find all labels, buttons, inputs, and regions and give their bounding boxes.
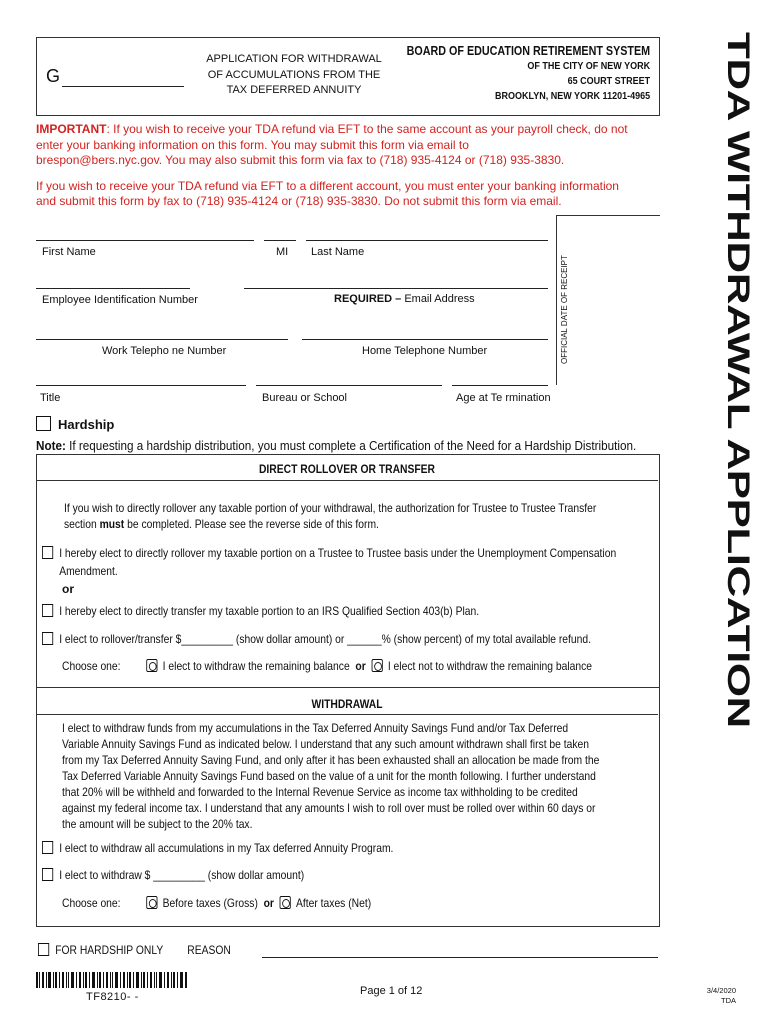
withdraw-all-checkbox[interactable] [42, 841, 53, 854]
hardship-note: Note: If requesting a hardship distribution, you must complete a Certification of the Need for a Hardship Distribution. [36, 438, 637, 453]
receipt-box-top [556, 215, 660, 216]
transfer-403b-checkbox[interactable] [42, 604, 53, 617]
footer-date: 3/4/2020 TDA [700, 986, 736, 1006]
application-title: APPLICATION FOR WITHDRAWAL OF ACCUMULATIONS FROM THE TAX DEFERRED ANNUITY [206, 53, 382, 96]
rollover-heading: DIRECT ROLLOVER OR TRANSFER [258, 462, 436, 476]
mi-line[interactable] [264, 240, 296, 241]
form-code: TF8210- - [86, 991, 139, 1003]
barcode [36, 972, 188, 988]
g-prefix: G [46, 66, 61, 86]
hardship-row [36, 416, 114, 432]
withdrawal-heading: WITHDRAWAL [311, 697, 383, 711]
rollover-option-3: I elect to rollover/transfer $_________ (show dollar amount) or ______% (show percent) of my total available refund. [42, 632, 680, 646]
hardship-only-row: FOR HARDSHIP ONLY REASON [38, 943, 262, 957]
choose-one-label: Choose one: [62, 659, 121, 673]
note-label: Note: [36, 438, 66, 453]
first-name-label: First Name [42, 246, 96, 258]
rollover-or: or [62, 582, 74, 596]
email-line[interactable] [244, 288, 548, 289]
not-withdraw-remaining-radio[interactable] [371, 659, 382, 672]
home-phone-line[interactable] [302, 339, 548, 340]
hardship-only-checkbox[interactable] [38, 943, 49, 956]
employee-id-line[interactable] [36, 288, 190, 289]
email-label: REQUIRED – Email Address [334, 293, 475, 305]
rollover-choose-row: Choose one: I elect to withdraw the remaining balance or I elect not to withdraw the remaining balance [62, 659, 593, 673]
receipt-box-border [556, 215, 557, 385]
org-address-line-2: 65 COURT STREET [567, 76, 650, 87]
rollover-intro: If you wish to directly rollover any taxable portion of your withdrawal, the authorization for Trustee to Trustee Transfer section must be completed. Please see the reverse side of this form. [64, 501, 597, 531]
bureau-label: Bureau or School [262, 392, 347, 404]
first-name-line[interactable] [36, 240, 254, 241]
side-title: TDA WITHDRAWAL APPLICATION [720, 32, 756, 728]
last-name-label: Last Name [311, 246, 365, 258]
age-line[interactable] [452, 385, 548, 386]
withdrawal-divider [36, 714, 658, 715]
important-label: IMPORTANT [36, 122, 107, 136]
title-line[interactable] [36, 385, 246, 386]
official-date-receipt: OFFICIAL DATE OF RECEIPT [560, 255, 569, 364]
work-phone-line[interactable] [36, 339, 288, 340]
org-address-line-1: OF THE CITY OF NEW YORK [527, 61, 650, 72]
title-label: Title [40, 392, 61, 404]
age-label: Age at Te rmination [456, 392, 551, 404]
withdraw-remaining-radio[interactable] [146, 659, 157, 672]
hardship-label: Hardship [58, 417, 115, 432]
reason-label: REASON [187, 943, 231, 957]
org-block [367, 44, 650, 104]
important-notice: IMPORTANT: If you wish to receive your TDA refund via EFT to the same account as your payroll check, do not enter your banking information on this form. You may submit this form via email to brespon@bers.nyc.gov. You may also submit this form via fax to (718) 935-4124 or (718) 935-3830. If you wish to receive your TDA refund via EFT to a different account, you must enter your banking information and submit this form by fax to (718) 935-4124 or (718) 935-3830. Do not submit this form via email. [36, 122, 628, 208]
work-phone-label: Work Telepho ne Number [102, 345, 227, 357]
withdrawal-choose-row: Choose one: Before taxes (Gross) or After taxes (Net) [62, 896, 372, 910]
bureau-line[interactable] [256, 385, 442, 386]
withdraw-all-row: I elect to withdraw all accumulations in my Tax deferred Annuity Program. [42, 841, 451, 855]
withdraw-amount-row: I elect to withdraw $ _________ (show dollar amount) [42, 868, 347, 882]
withdrawal-paragraph: I elect to withdraw funds from my accumulations in the Tax Deferred Annuity Savings Fund and/or Tax Deferred Variable Annuity Savings Fund as indicated below. I understand that any such amount withdrawn shall first be taken from my Tax Deferred Annuity Saving Fund, and only after it has been exhausted shall an allocation be made from the Tax Deferred Variable Annuity Savings Fund based on the value of a unit for the month following. I further understand that 20% will be withheld and forwarded to the Internal Revenue Service as income tax withholding to be credited against my federal income tax. I understand that any amounts I wish to roll over must be rolled over within 60 days or the amount will be subject to the 20% tax. [62, 721, 600, 831]
org-name: BOARD OF EDUCATION RETIREMENT SYSTEM [406, 44, 650, 58]
rollover-trustee-checkbox[interactable] [42, 546, 53, 559]
rollover-divider [36, 480, 658, 481]
mi-label: MI [276, 246, 289, 258]
rollover-amount-checkbox[interactable] [42, 632, 53, 645]
withdraw-amount-checkbox[interactable] [42, 868, 53, 881]
last-name-line[interactable] [306, 240, 548, 241]
employee-id-label: Employee Identification Number [42, 294, 198, 306]
gross-radio[interactable] [146, 896, 157, 909]
net-radio[interactable] [280, 896, 291, 909]
email-required: REQUIRED – [334, 293, 402, 305]
rollover-option-2: I hereby elect to directly transfer my taxable portion to an IRS Qualified Section 403(b) Plan. [42, 604, 550, 618]
reason-line[interactable] [262, 957, 658, 958]
g-number-line[interactable] [62, 86, 184, 87]
home-phone-label: Home Telephone Number [362, 345, 488, 357]
hardship-checkbox[interactable] [36, 416, 51, 431]
footer-dept: TDA [721, 996, 736, 1005]
org-address-line-3: BROOKLYN, NEW YORK 11201-4965 [494, 91, 650, 102]
page-number: Page 1 of 12 [360, 985, 423, 997]
rollover-option-1: I hereby elect to directly rollover my taxable portion on a Trustee to Trustee basis under the Unemployment Compensation Amendment. [42, 544, 710, 580]
